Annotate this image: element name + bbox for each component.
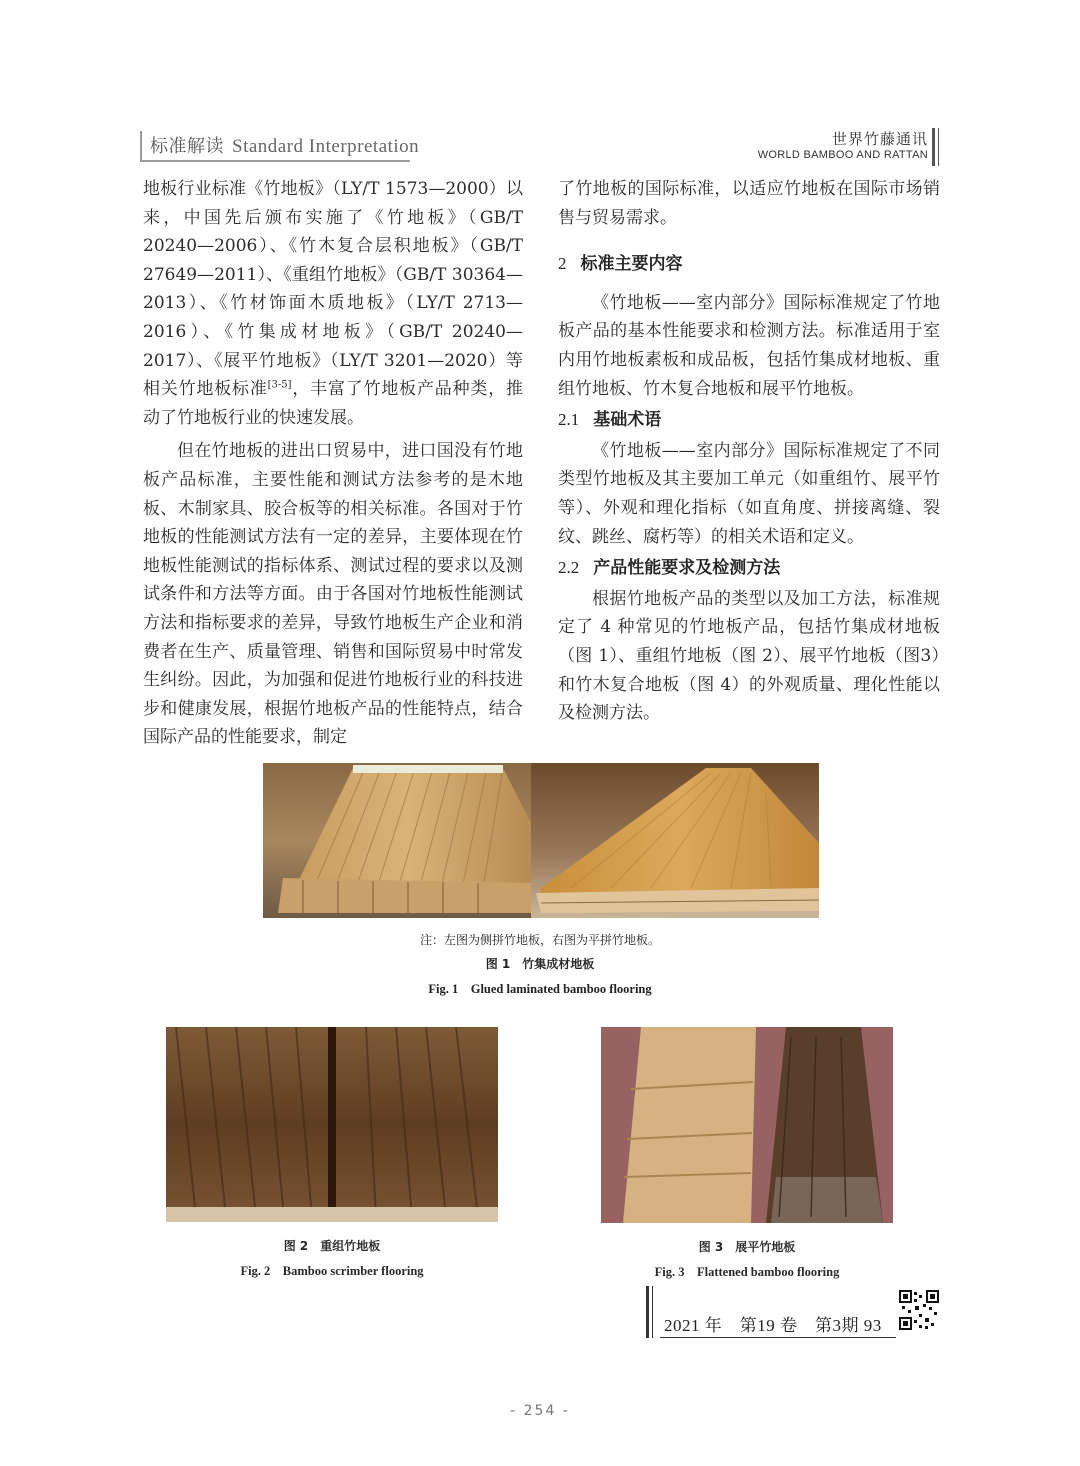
citation-ref: [3-5] [267, 379, 292, 391]
section-2-number: 2 [558, 254, 567, 274]
footer-issue [664, 1311, 882, 1336]
footer-page-number: 93 [863, 1316, 882, 1335]
section-2-1-heading [558, 406, 940, 435]
header-rule-vertical [140, 131, 142, 162]
journal-title-en: WORLD BAMBOO AND RATTAN [757, 149, 928, 161]
footer-bar [646, 1286, 649, 1338]
footer-rule [660, 1337, 896, 1338]
figure-2-photo [166, 1027, 498, 1222]
section-2-1-title: 基础术语 [593, 410, 662, 431]
qr-code-icon [899, 1290, 939, 1330]
figure-2-caption-cn: 图 2 重组竹地板 [283, 1239, 381, 1253]
figure-1-left-photo [263, 763, 531, 918]
section-2-2-number: 2.2 [558, 558, 580, 578]
section-2-heading [558, 250, 940, 279]
footer-issue-text: 2021 年 第19 卷 第3期 [664, 1316, 859, 1335]
footer-bar-thin [652, 1286, 653, 1338]
section-2-1-number: 2.1 [558, 410, 580, 430]
figure-1-right-photo [531, 763, 819, 918]
header-bar-thin [938, 128, 939, 166]
left-paragraph-1-text: 地板行业标准《竹地板》（LY/T 1573—2000）以来，中国先后颁布实施了《竹地板》（GB/T 20240—2006）、《竹木复合层积地板》（GB/T 27649—2011）、《重组竹地板》（GB/T 30364—2013）、《竹材饰面木质地板》（LY/T 2713—2016）、《竹集成材地板》（GB/T 20240—2017）、《展平竹地板》（LY/T 3201—2020）等相关竹地板标准 [143, 179, 523, 400]
journal-title-cn: 世界竹藤通讯 [831, 130, 928, 148]
left-paragraph-1-tail: ，丰富了竹地板产品种类，推动了竹地板行业的快速发展。 [143, 379, 524, 428]
left-paragraph-2: 但在竹地板的进出口贸易中，进口国没有竹地板产品标准，主要性能和测试方法参考的是木地板、木制家具、胶合板等的相关标准。各国对于竹地板的性能测试方法有一定的差异，主要体现在竹地板性能测试的指标体系、测试过程的要求以及测试条件和方法等方面。由于各国对竹地板性能测试方法和指标要求的差异，导致竹地板生产企业和消费者在生产、质量管理、销售和国际贸易中时常发生纠纷。因此，为加强和促进竹地板行业的科技进步和健康发展，根据竹地板产品的性能特点，结合国际产品的性能要求，制定 [143, 441, 523, 748]
left-column [143, 175, 523, 752]
header-section [150, 132, 419, 158]
figure-3-photo [601, 1027, 893, 1223]
figure-2-caption-en: Fig. 2 Bamboo scrimber flooring [240, 1264, 424, 1278]
section-2-2-title: 产品性能要求及检测方法 [593, 558, 781, 579]
section-2-2-heading [558, 554, 940, 583]
page-marker: - 254 - [510, 1403, 570, 1419]
right-paragraph-0: 了竹地板的国际标准，以适应竹地板在国际市场销售与贸易需求。 [558, 179, 940, 228]
figure-1-note: 注：左图为侧拼竹地板，右图为平拼竹地板。 [419, 933, 660, 947]
right-paragraph-3: 根据竹地板产品的类型以及加工方法，标准规定了 4 种常见的竹地板产品，包括竹集成材地板（图 1）、重组竹地板（图 2）、展平竹地板（图3）和竹木复合地板（图 4）的外观质量、理化性能以及检测方法。 [558, 588, 940, 724]
section-2-title: 标准主要内容 [580, 254, 683, 275]
figure-1-caption-en: Fig. 1 Glued laminated bamboo flooring [428, 982, 652, 996]
figure-3-caption-en: Fig. 3 Flattened bamboo flooring [654, 1265, 840, 1279]
right-paragraph-2: 《竹地板——室内部分》国际标准规定了不同类型竹地板及其主要加工单元（如重组竹、展平竹等）、外观和理化指标（如直角度、拼接离缝、裂纹、跳丝、腐朽等）的相关术语和定义。 [558, 440, 940, 547]
header-bar [932, 128, 935, 166]
right-paragraph-1: 《竹地板——室内部分》国际标准规定了竹地板产品的基本性能要求和检测方法。标准适用于室内用竹地板素板和成品板，包括竹集成材地板、重组竹地板、竹木复合地板和展平竹地板。 [558, 292, 940, 399]
header-rule [140, 160, 410, 162]
figure-3-caption-cn: 图 3 展平竹地板 [698, 1240, 796, 1254]
header-section-cn: 标准解读 [150, 136, 224, 157]
right-column [558, 175, 940, 728]
left-paragraph-1 [143, 175, 523, 432]
figure-1-caption-cn: 图 1 竹集成材地板 [485, 957, 595, 971]
header-section-en: Standard Interpretation [232, 136, 420, 157]
